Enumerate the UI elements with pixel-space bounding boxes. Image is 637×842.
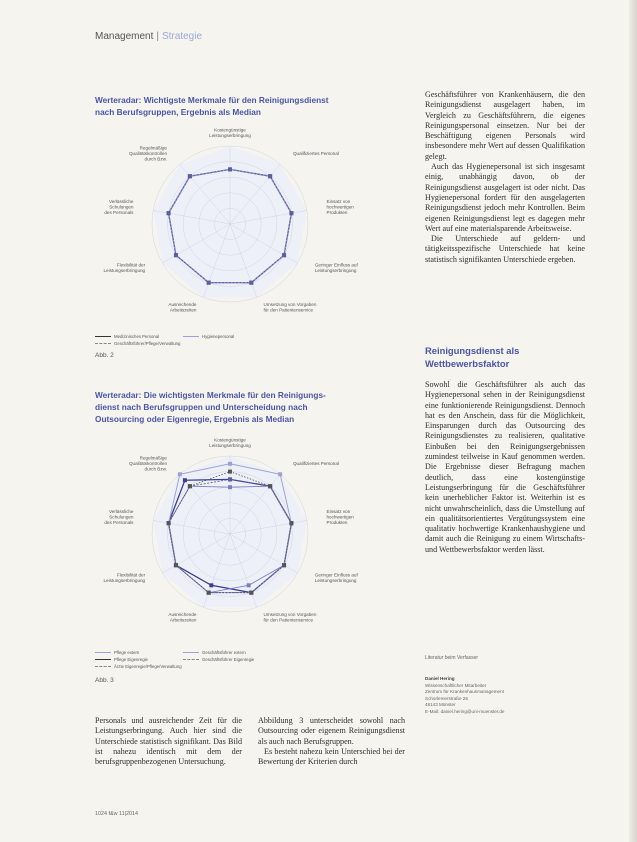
radar-data-point (228, 477, 232, 481)
legend1-item: Hygienepersonal (183, 334, 234, 339)
radar-data-point (178, 472, 182, 476)
radar-data-point (278, 472, 282, 476)
figure2-title-line1: Werteradar: Die wichtigsten Merkmale für den Reinigungs- (95, 390, 326, 400)
radar-data-point (228, 470, 232, 474)
section-heading (425, 344, 585, 370)
header-category: Strategie (161, 31, 203, 42)
figure1-title-line2: nach Berufsgruppen, Ergebnis als Median (95, 107, 261, 117)
radar-data-point (268, 484, 272, 488)
radar-data-point (249, 281, 253, 285)
radar-axis-label: Umsetzung von Vorgaben für den Patientenservice (263, 611, 317, 623)
radar-axis-label: Regelmäßige Qualitätskontrollen durch Bzw. (128, 455, 168, 472)
body-column-right-2 (425, 380, 585, 555)
radar-data-point (247, 583, 251, 587)
figure1-title-line1: Werteradar: Wichtigste Merkmale für den Reinigungsdienst (95, 95, 329, 105)
body-paragraph: Geschäftsführer von Krankenhäusern, die den Reinigungsdienst ausgelagert haben, im Vergleich zu Geschäftsführern, die eigenes Reinigungspersonal einsetzen. Nur bei der Beschäftigung eigenen Personals wird insbesondere mehr Wert auf dessen Qualifikation gelegt. (425, 90, 585, 161)
body-column-left (95, 716, 242, 767)
section-heading-line1: Reinigungsdienst als (425, 345, 520, 356)
radar-data-point (289, 521, 293, 525)
legend2-item: Geschäftsführer extern (183, 650, 246, 655)
contact-block (425, 676, 595, 716)
page-edge (629, 0, 637, 842)
radar-data-point (188, 484, 192, 488)
radar-axis-label: Flexibilität der Leistungserbringung (103, 262, 146, 273)
contact-line: Schorlemerstraße 26 (425, 695, 468, 701)
legend2-item: Pflege Eigenregie (95, 657, 148, 662)
radar-data-point (268, 174, 272, 178)
radar-axis-label: Qualifiziertes Personal (292, 461, 339, 467)
figure2-title (95, 389, 395, 425)
body-paragraph: Personals und ausreichender Zeit für die Leistungserbringung. Auch hier sind die Unterschiede statistisch signifikant. Das Bild ist nahezu identisch mit dem der berufsgruppenbezogenen Untersuchung. (95, 716, 242, 767)
radar-axis-label: Geringer Einfluss auf Leistungserbringung (314, 572, 358, 583)
contact-line: Wissenschaftlicher Mitarbeiter (425, 682, 487, 688)
figure1-title (95, 94, 395, 118)
radar-axis-label: Regelmäßige Qualitätskontrollen durch Bzw. (128, 145, 168, 162)
radar-data-point (174, 253, 178, 257)
radar-data-point (249, 591, 253, 595)
radar-data-point (207, 591, 211, 595)
body-column-right (425, 90, 585, 265)
radar-data-point (228, 167, 232, 171)
author-note: Literatur beim Verfasser (425, 655, 479, 661)
radar-data-point (167, 211, 171, 215)
radar-data-point (207, 281, 211, 285)
radar-data-point (188, 174, 192, 178)
radar-data-point (209, 583, 213, 587)
legend1-item: Geschäftsführer/Pflege/Verwaltung (95, 341, 180, 346)
radar-axis-label: Kostengünstige Leistungserbringung (209, 437, 251, 448)
radar-svg (95, 432, 395, 637)
contact-line: 48143 Münster (425, 702, 456, 708)
radar-data-point (289, 211, 293, 215)
radar-data-point (167, 521, 171, 525)
radar-svg (95, 122, 395, 327)
radar-data-point (174, 563, 178, 567)
body-paragraph: Auch das Hygienepersonal ist sich insgesamt einig, unabhängig davon, ob der Reinigungsdienst ausgelagert ist oder nicht. Das Hygienepersonal fordert für den ausgelagerten Reinigungsdienst jedoch mehr Kontrollen. Beim eigenen Reinigungsdienst legt es dagegen mehr Wert auf eine materialsparende Arbeitsweise. (425, 162, 585, 233)
radar-axis-label: Ausreichende Arbeitszeiten (168, 611, 197, 623)
radar-axis-label: Geringer Einfluss auf Leistungserbringung (314, 262, 358, 273)
radar-axis-label: Verlässliche Schulungen des Personals (104, 198, 134, 215)
radar-data-point (228, 462, 232, 466)
radar-axis-label: Umsetzung von Vorgaben für den Patientenservice (263, 301, 317, 313)
radar-data-point (183, 478, 187, 482)
figure2-title-line3: Outsourcing oder Eigenregie, Ergebnis als Median (95, 414, 295, 424)
legend1-item: Medizinisches Personal (95, 334, 159, 339)
radar-axis-label: Einsatz von hochwertigen Produkten (326, 198, 354, 215)
radar-axis-label: Qualifiziertes Personal (292, 151, 339, 157)
header-separator: | (156, 31, 159, 42)
body-paragraph: Es besteht nahezu kein Unterschied bei der Bewertung der Kriterien durch (258, 746, 405, 767)
body-paragraph: Sowohl die Geschäftsführer als auch das Hygienepersonal sehen in der Reinigungsdienst eine funktionierende Reinigungsdienst. Dennoch hat es den Anschein, dass für die Möglichkeit, Einsparungen durch das Outsourcing des Reinigungsdienstes zu realisieren, qualitative Einbußen bei den Reinigungsergebnissen zumindest teilweise in Kauf genommen werden. Die Ergebnisse dieser Befragung machen deutlich, dass eine kostengünstige Leistungserbringung für die Geschäftsführer kein unerheblicher Faktor ist. Weiterhin ist es nicht unwahrscheinlich, dass die Umstellung auf ein qualitätsorientiertes Vergütungssystem eine qualitativ hochwertige Krankenhaushygiene und damit auch die Reinigung zu einem Wirtschafts- und Wettbewerbsfaktor werden lässt. (425, 380, 585, 554)
figure1-radar-chart (95, 122, 395, 332)
radar-axis-label: Einsatz von hochwertigen Produkten (326, 508, 354, 525)
radar-data-point (282, 563, 286, 567)
figure2-caption: Abb. 3 (95, 677, 114, 684)
figure2-radar-chart (95, 432, 395, 642)
body-paragraph: Die Unterschiede auf geldern- und tätigkeitsspezifische Unterschiede hat keine statistisch signifikanten Unterschiede ergeben. (425, 234, 585, 264)
radar-data-point (228, 485, 232, 489)
legend2-item: Ärzte Eigenregie/Pflege/Verwaltung (95, 664, 182, 669)
page-footer: 1024 f&w 11|2014 (95, 811, 138, 817)
radar-axis-label: Ausreichende Arbeitszeiten (168, 301, 197, 313)
body-paragraph: Abbildung 3 unterscheidet sowohl nach Outsourcing oder eigenem Reinigungsdienst als auch nach Berufsgruppen. (258, 716, 405, 746)
header-section: Management (95, 31, 154, 42)
radar-axis-label: Flexibilität der Leistungserbringung (103, 572, 146, 583)
body-column-middle (258, 716, 405, 767)
contact-email: E-Mail: daniel.hering@uni-muenster.de (425, 708, 505, 714)
legend2-item: Geschäftsführer Eigenregie (183, 657, 254, 662)
contact-name: Daniel Hering (425, 676, 455, 681)
contact-line: Zentrum für Krankenhausmanagement (425, 689, 504, 695)
section-heading-line2: Wettbewerbsfaktor (425, 358, 510, 369)
page-header (95, 31, 202, 42)
radar-axis-label: Kostengünstige Leistungserbringung (209, 127, 251, 138)
figure2-title-line2: dienst nach Berufsgruppen und Unterscheidung nach (95, 402, 308, 412)
radar-data-point (282, 253, 286, 257)
figure1-caption: Abb. 2 (95, 352, 114, 359)
legend2-item: Pflege extern (95, 650, 139, 655)
radar-axis-label: Verlässliche Schulungen des Personals (104, 508, 134, 525)
